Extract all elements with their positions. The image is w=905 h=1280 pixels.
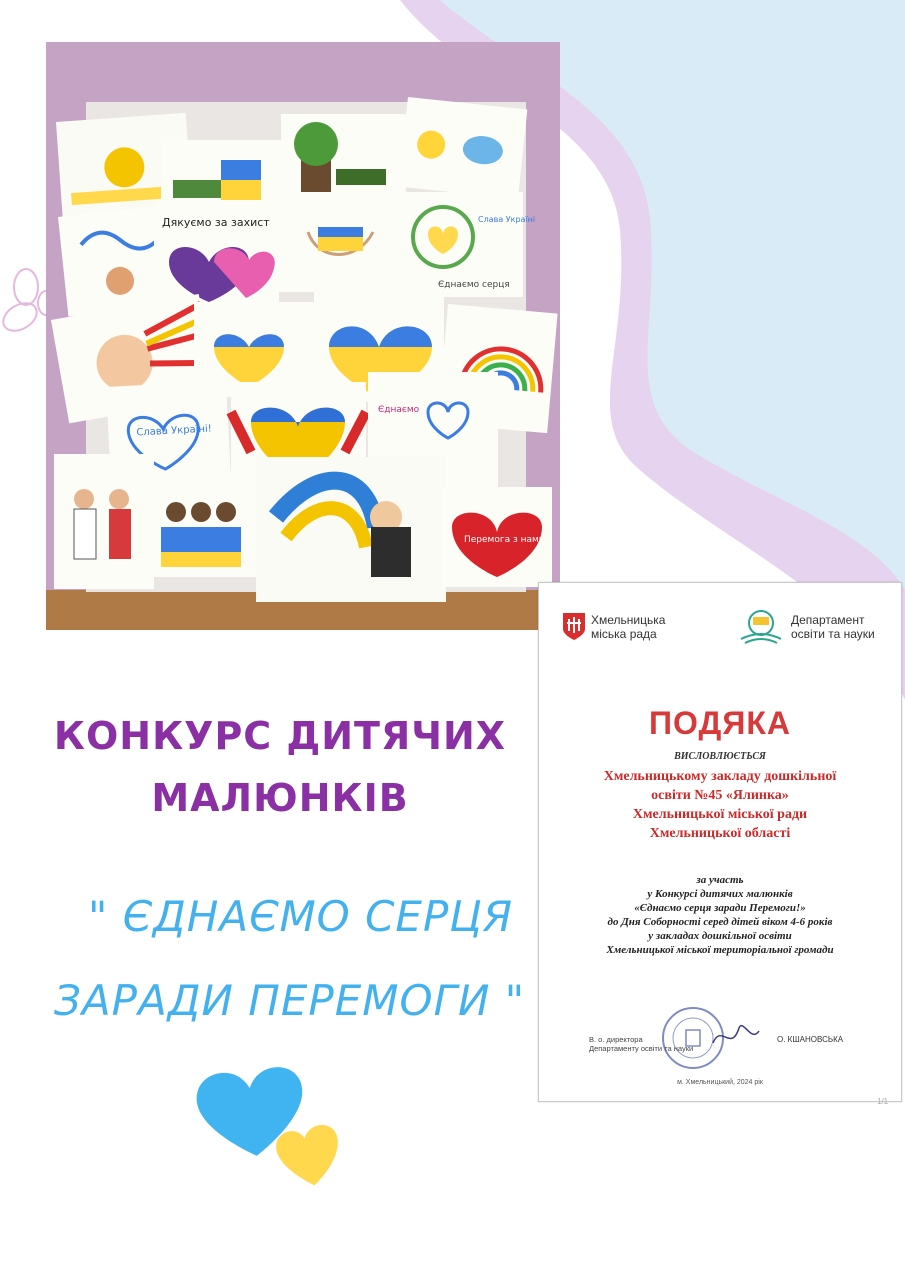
drawing-19 (442, 487, 552, 587)
signer-role-line: В. о. директора (589, 1035, 643, 1044)
certificate-body (559, 873, 881, 957)
certificate-heading: ПОДЯКА (649, 705, 791, 741)
city-council-emblem-icon (561, 611, 587, 641)
drawing-text-glory: Слава Україні (478, 215, 536, 224)
slogan-line-2: ЗАРАДИ ПЕРЕМОГИ " (54, 976, 526, 1025)
page-number: 1/1 (877, 1097, 889, 1106)
body-line: Хмельницької міської територіальної громади (606, 944, 834, 956)
drawings-photo (46, 42, 560, 630)
signature-icon (713, 1026, 759, 1043)
body-line: у Конкурсі дитячих малюнків (647, 888, 793, 900)
certificate (538, 582, 902, 1106)
signer-role-line: Департаменту освіти та науки (589, 1044, 694, 1053)
body-line: до Дня Соборності серед дітей віком 4-6 років (607, 916, 833, 928)
recipient-line: Хмельницької міської ради (632, 807, 808, 822)
yellow-heart-icon (273, 1122, 346, 1192)
title-line-1: КОНКУРС ДИТЯЧИХ (53, 714, 507, 758)
certificate-expressed: ВИСЛОВЛЮЄТЬСЯ (674, 751, 766, 762)
signer-role (589, 1035, 709, 1053)
drawing-text-unite: Єднаємо (378, 405, 420, 415)
recipient-line: Хмельницької області (649, 826, 791, 841)
slogan-line-1: " ЄДНАЄМО СЕРЦЯ (88, 892, 514, 941)
drawing-text-glory-ua: Слава Україні! (136, 423, 213, 439)
certificate-place-date: м. Хмельницький, 2024 рік (677, 1079, 763, 1086)
drawing-text-unite-hearts: Єднаємо серця (438, 280, 510, 290)
certificate-recipient (559, 767, 881, 843)
title-line-2: МАЛЮНКІВ (151, 776, 409, 820)
drawing-4 (399, 97, 528, 199)
hearts-decoration (190, 1060, 360, 1200)
drawing-7 (278, 192, 403, 292)
drawing-text-victory: Перемога з нами (464, 535, 545, 545)
drawing-16 (54, 454, 154, 589)
drawing-17 (146, 472, 256, 577)
drawing-18 (256, 457, 446, 602)
drawing-text-thanks: Дякуємо за захист (162, 216, 270, 229)
drawing-6 (154, 202, 279, 312)
recipient-line: Хмельницькому закладу дошкільної (603, 769, 837, 784)
org-city-council: Хмельницька міська рада (591, 613, 666, 641)
body-line: за участь (696, 874, 744, 886)
body-line: «Єднаємо серця заради Перемоги!» (634, 902, 806, 914)
org-education-department: Департамент освіти та науки (791, 613, 875, 641)
body-line: у закладах дошкільної освіти (648, 930, 792, 942)
education-department-emblem-icon (735, 607, 787, 647)
recipient-line: освіти №45 «Ялинка» (651, 788, 789, 803)
signer-name: О. КШАНОВСЬКА (777, 1035, 844, 1044)
